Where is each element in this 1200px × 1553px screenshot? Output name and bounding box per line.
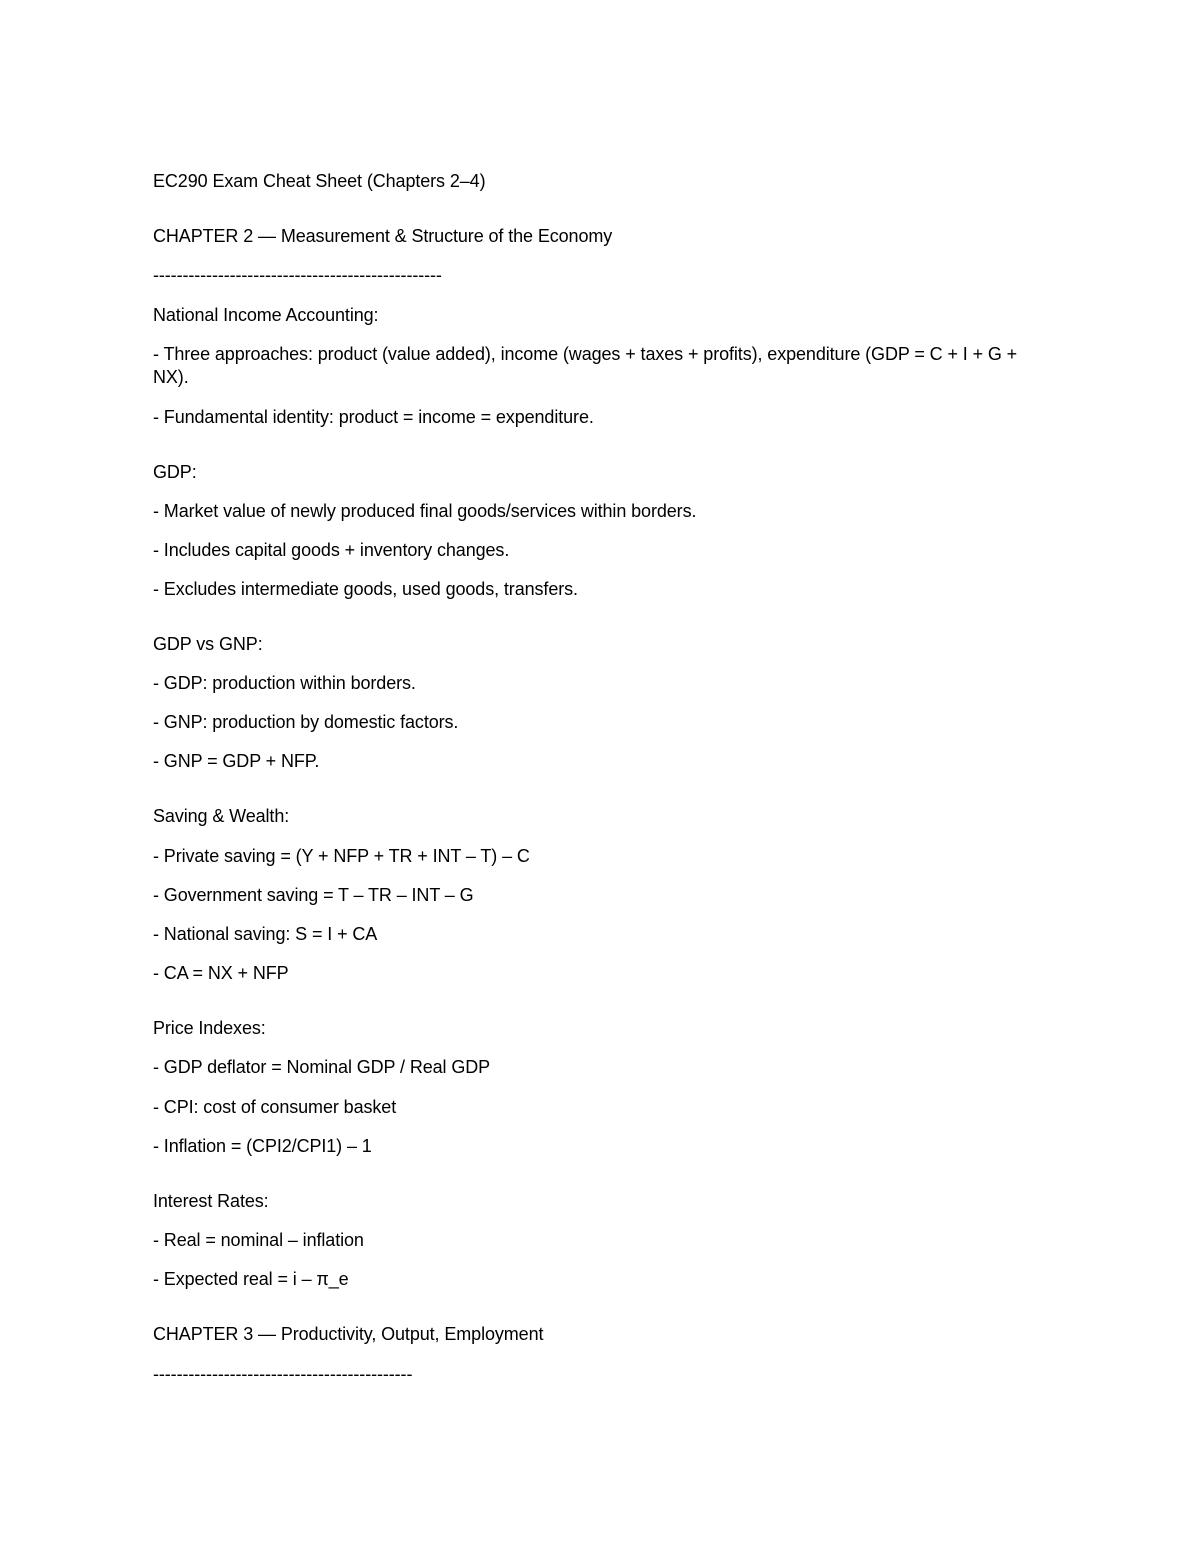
list-item: - Government saving = T – TR – INT – G: [153, 885, 474, 905]
list-item: - National saving: S = I + CA: [153, 924, 378, 944]
list-item: - CPI: cost of consumer basket: [153, 1097, 397, 1117]
list-item: - GDP: production within borders.: [153, 673, 416, 693]
list-item: - CA = NX + NFP: [153, 963, 289, 983]
section-heading-national-income: National Income Accounting:: [153, 305, 379, 325]
list-item: - Private saving = (Y + NFP + TR + INT – T) – C: [153, 846, 530, 866]
section-heading-interest-rates: Interest Rates:: [153, 1191, 269, 1211]
chapter-3-heading: CHAPTER 3 — Productivity, Output, Employment: [153, 1324, 544, 1344]
chapter-3-rule: --------------------------------------------: [153, 1364, 413, 1384]
chapter-2-heading: CHAPTER 2 — Measurement & Structure of the Economy: [153, 226, 613, 246]
list-item: - Market value of newly produced final goods/services within borders.: [153, 501, 697, 521]
section-heading-price-indexes: Price Indexes:: [153, 1018, 266, 1038]
list-item: - GNP = GDP + NFP.: [153, 751, 320, 771]
list-item: - Real = nominal – inflation: [153, 1230, 364, 1250]
list-item: - GNP: production by domestic factors.: [153, 712, 459, 732]
list-item: - Expected real = i – π_e: [153, 1269, 349, 1289]
list-item: - Includes capital goods + inventory changes.: [153, 540, 510, 560]
document-title: EC290 Exam Cheat Sheet (Chapters 2–4): [153, 171, 486, 191]
list-item: - Inflation = (CPI2/CPI1) – 1: [153, 1136, 372, 1156]
section-heading-gdp-vs-gnp: GDP vs GNP:: [153, 634, 263, 654]
chapter-2-rule: -------------------------------------------------: [153, 265, 442, 285]
list-item: - Fundamental identity: product = income = expenditure.: [153, 407, 594, 427]
section-heading-saving-wealth: Saving & Wealth:: [153, 806, 290, 826]
section-heading-gdp: GDP:: [153, 462, 197, 482]
list-item: - Three approaches: product (value added), income (wages + taxes + profits), expenditure (GDP = C + I + G + NX).: [153, 344, 1018, 387]
list-item: - GDP deflator = Nominal GDP / Real GDP: [153, 1057, 491, 1077]
list-item: - Excludes intermediate goods, used goods, transfers.: [153, 579, 578, 599]
